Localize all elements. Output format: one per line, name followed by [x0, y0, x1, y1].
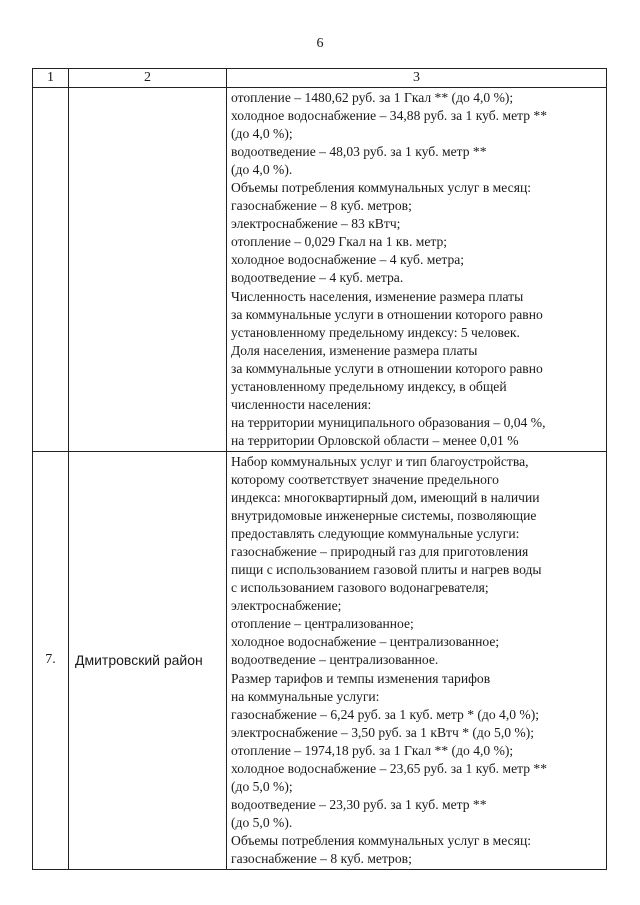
detail-line: которому соответствует значение предельного — [231, 471, 499, 487]
detail-line: холодное водоснабжение – 4 куб. метра; — [231, 252, 465, 268]
table-row — [33, 451, 607, 869]
detail-line: водоотведение – 23,30 руб. за 1 куб. метр ** — [231, 796, 487, 812]
detail-line: газоснабжение – 6,24 руб. за 1 куб. метр * (до 4,0 %); — [231, 706, 540, 722]
detail-line: водоотведение – централизованное. — [231, 652, 439, 668]
detail-line: численности населения: — [231, 396, 372, 412]
row-details — [227, 88, 607, 452]
header-col-2: 2 — [69, 69, 227, 88]
document-table — [32, 68, 607, 870]
detail-line: Набор коммунальных услуг и тип благоустройства, — [231, 453, 529, 469]
detail-line: отопление – 1974,18 руб. за 1 Гкал ** (до 4,0 %); — [231, 742, 514, 758]
detail-line: газоснабжение – 8 куб. метров; — [231, 198, 412, 214]
detail-line: (до 5,0 %). — [231, 814, 293, 830]
detail-line: холодное водоснабжение – 34,88 руб. за 1 куб. метр ** — [231, 108, 548, 124]
detail-line: электроснабжение; — [231, 598, 342, 614]
table-row — [33, 88, 607, 452]
row-district: Дмитровский район — [69, 451, 227, 869]
detail-line: холодное водоснабжение – 23,65 руб. за 1 куб. метр ** — [231, 760, 548, 776]
detail-line: газоснабжение – природный газ для приготовления — [231, 544, 529, 560]
detail-line: водоотведение – 48,03 руб. за 1 куб. метр ** — [231, 144, 487, 160]
table-header-row — [33, 69, 607, 88]
row-district — [69, 88, 227, 452]
detail-line: Доля населения, изменение размера платы — [231, 342, 478, 358]
detail-line: на территории Орловской области – менее 0,01 % — [231, 432, 519, 448]
detail-line: Размер тарифов и темпы изменения тарифов — [231, 670, 491, 686]
detail-line: (до 4,0 %); — [231, 126, 293, 142]
detail-line: установленному предельному индексу: 5 человек. — [231, 324, 520, 340]
row-number: 7. — [33, 451, 69, 869]
detail-line: пищи с использованием газовой плиты и нагрев воды — [231, 562, 542, 578]
detail-line: электроснабжение – 3,50 руб. за 1 кВтч * (до 5,0 %); — [231, 724, 535, 740]
detail-line: холодное водоснабжение – централизованное; — [231, 634, 500, 650]
detail-line: газоснабжение – 8 куб. метров; — [231, 850, 412, 866]
row-details — [227, 451, 607, 869]
detail-line: (до 5,0 %); — [231, 778, 293, 794]
detail-line: на коммунальные услуги: — [231, 688, 380, 704]
detail-line: с использованием газового водонагревателя; — [231, 580, 489, 596]
detail-line: электроснабжение – 83 кВтч; — [231, 216, 401, 232]
detail-line: за коммунальные услуги в отношении которого равно — [231, 360, 543, 376]
detail-line: предоставлять следующие коммунальные услуги: — [231, 526, 520, 542]
detail-line: Объемы потребления коммунальных услуг в месяц: — [231, 180, 531, 196]
detail-line: водоотведение – 4 куб. метра. — [231, 270, 404, 286]
detail-line: индекса: многоквартирный дом, имеющий в наличии — [231, 490, 540, 506]
header-col-1: 1 — [33, 69, 69, 88]
row-number — [33, 88, 69, 452]
detail-line: Объемы потребления коммунальных услуг в месяц: — [231, 832, 531, 848]
detail-line: установленному предельному индексу, в общей — [231, 378, 507, 394]
detail-line: (до 4,0 %). — [231, 162, 293, 178]
detail-line: отопление – централизованное; — [231, 616, 414, 632]
detail-line: отопление – 1480,62 руб. за 1 Гкал ** (до 4,0 %); — [231, 90, 514, 105]
header-col-3: 3 — [227, 69, 607, 88]
detail-line: Численность населения, изменение размера платы — [231, 288, 524, 304]
details-text — [227, 88, 606, 451]
detail-line: отопление – 0,029 Гкал на 1 кв. метр; — [231, 234, 448, 250]
detail-line: на территории муниципального образования – 0,04 %, — [231, 414, 546, 430]
detail-line: за коммунальные услуги в отношении которого равно — [231, 306, 543, 322]
page-number: 6 — [316, 36, 324, 51]
detail-line: внутридомовые инженерные системы, позволяющие — [231, 508, 537, 524]
details-text — [227, 452, 606, 869]
